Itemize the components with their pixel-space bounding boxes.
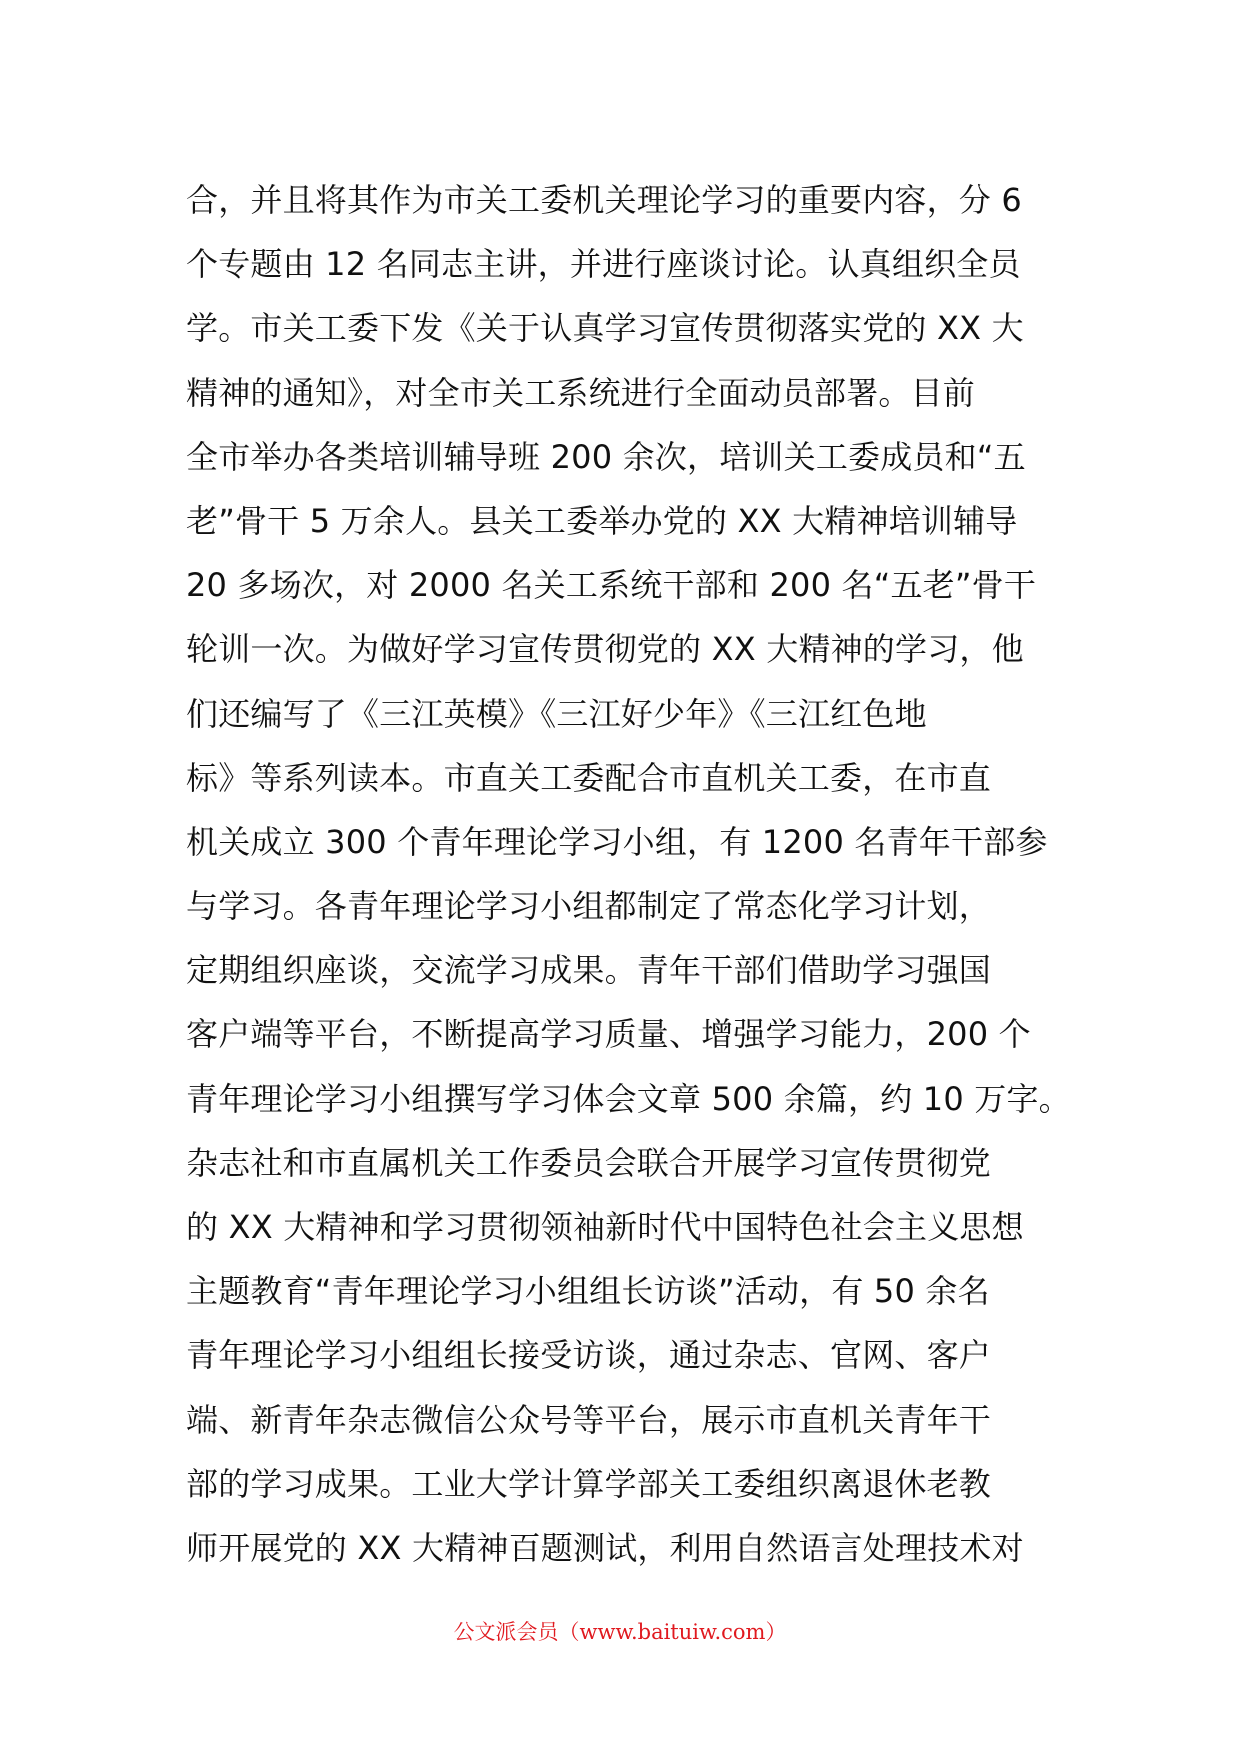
text-line-7: 20 多场次，对 2000 名关工系统干部和 200 名“五老”骨干 bbox=[186, 566, 1037, 605]
text-line-3: 学。市关工委下发《关于认真学习宣传贯彻落实党的 XX 大 bbox=[186, 309, 1024, 348]
text-line-10: 标》等系列读本。市直关工委配合市直机关工委，在市直 bbox=[186, 758, 992, 797]
text-line-17: 的 XX 大精神和学习贯彻领袖新时代中国特色社会主义思想 bbox=[186, 1208, 1024, 1246]
text-line-1: 合，并且将其作为市关工委机关理论学习的重要内容，分 6 bbox=[186, 181, 1022, 219]
text-line-19: 青年理论学习小组组长接受访谈，通过杂志、官网、客户 bbox=[186, 1336, 992, 1375]
text-line-18: 主题教育“青年理论学习小组组长访谈”活动，有 50 余名 bbox=[186, 1272, 990, 1311]
text-line-11: 机关成立 300 个青年理论学习小组，有 1200 名青年干部参 bbox=[186, 822, 1048, 861]
text-line-15: 青年理论学习小组撰写学习体会文章 500 余篇，约 10 万字。 bbox=[186, 1079, 1071, 1118]
text-line-2: 个专题由 12 名同志主讲，并进行座谈讨论。认真组织全员 bbox=[186, 245, 1021, 284]
text-line-5: 全市举办各类培训辅导班 200 余次，培训关工委成员和“五 bbox=[186, 437, 1026, 476]
document-body bbox=[186, 168, 1071, 1580]
text-line-22: 师开展党的 XX 大精神百题测试，利用自然语言处理技术对 bbox=[186, 1528, 1024, 1567]
text-line-16: 杂志社和市直属机关工作委员会联合开展学习宣传贯彻党 bbox=[186, 1143, 992, 1182]
text-line-13: 定期组织座谈，交流学习成果。青年干部们借助学习强国 bbox=[186, 951, 992, 990]
text-line-20: 端、新青年杂志微信公众号等平台，展示市直机关青年干 bbox=[186, 1400, 992, 1439]
text-line-21: 部的学习成果。工业大学计算学部关工委组织离退休老教 bbox=[186, 1464, 992, 1503]
text-line-8: 轮训一次。为做好学习宣传贯彻党的 XX 大精神的学习，他 bbox=[186, 630, 1024, 669]
text-line-14: 客户端等平台，不断提高学习质量、增强学习能力，200 个 bbox=[186, 1015, 1031, 1054]
text-line-4: 精神的通知》，对全市关工系统进行全面动员部署。目前 bbox=[186, 373, 976, 412]
footer-watermark-text: 公文派会员（www.baituiw.com） bbox=[453, 1620, 787, 1644]
text-line-9: 们还编写了《三江英模》《三江好少年》《三江红色地 bbox=[186, 694, 927, 733]
text-line-12: 与学习。各青年理论学习小组都制定了常态化学习计划， bbox=[186, 887, 992, 926]
text-line-6: 老”骨干 5 万余人。县关工委举办党的 XX 大精神培训辅导 bbox=[186, 501, 1018, 540]
